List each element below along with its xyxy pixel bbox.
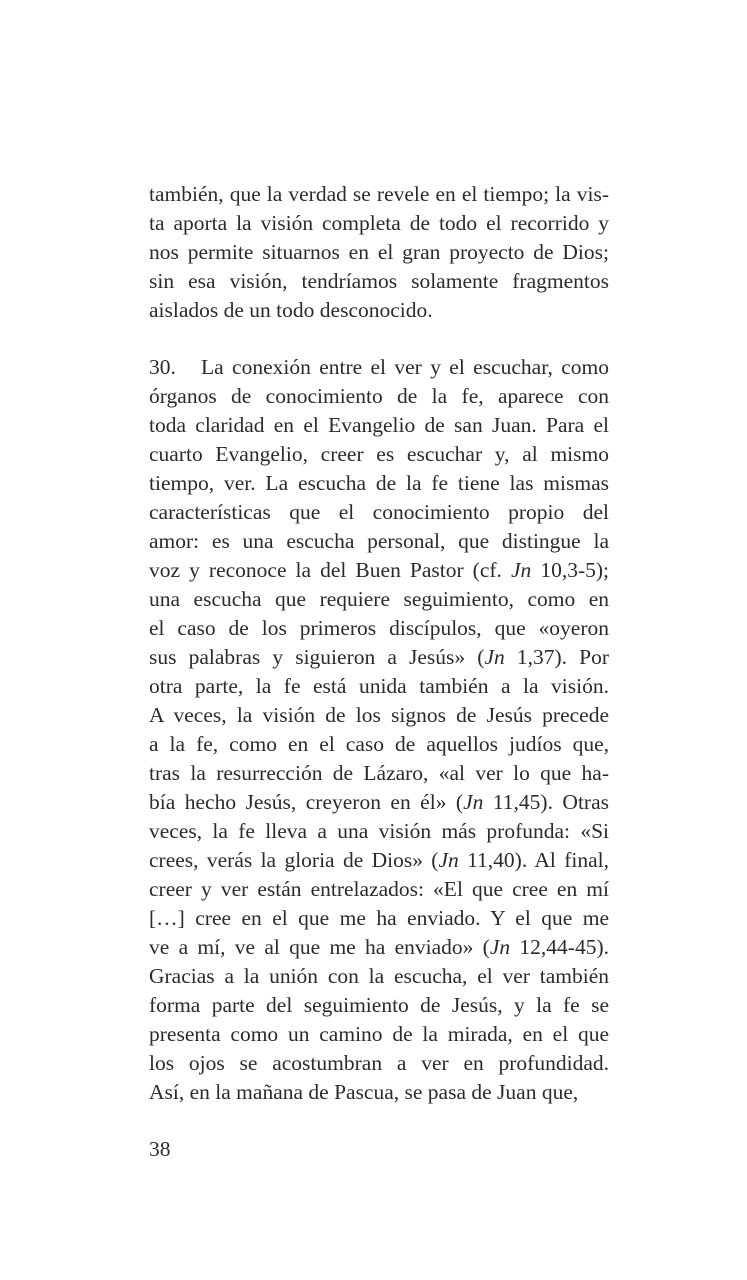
text-segment: tiempo, ver. La escucha de la fe tiene las mismas	[149, 471, 609, 495]
text-segment: amor: es una escucha personal, que distingue la	[149, 529, 609, 553]
text-segment: tras la resurrección de Lázaro, «al ver lo que ha-	[149, 761, 609, 785]
text-line	[149, 382, 609, 411]
text-segment: La conexión entre el ver y el escuchar, como	[201, 355, 609, 379]
text-line	[149, 904, 609, 933]
document-body	[149, 180, 609, 1107]
book-abbreviation: Jn	[510, 558, 532, 582]
text-line	[149, 788, 609, 817]
text-line	[149, 498, 609, 527]
text-line	[149, 556, 609, 585]
book-abbreviation: Jn	[484, 645, 505, 669]
text-line	[149, 730, 609, 759]
text-segment: ve a mí, ve al que me ha enviado» (	[149, 935, 490, 959]
text-segment: A veces, la visión de los signos de Jesús precede	[149, 703, 609, 727]
text-segment: veces, la fe lleva a una visión más profunda: «Si	[149, 819, 609, 843]
text-segment: características que el conocimiento propio del	[149, 500, 609, 524]
text-line	[149, 1078, 609, 1107]
page-number: 38	[149, 1137, 171, 1161]
text-line	[149, 614, 609, 643]
text-line	[149, 440, 609, 469]
text-line: aislados de un todo desconocido.	[149, 298, 433, 322]
text-line	[149, 701, 609, 730]
text-segment: 11,45). Otras	[483, 790, 609, 814]
text-segment: otra parte, la fe está unida también a la visión.	[149, 674, 609, 698]
book-abbreviation: Jn	[463, 790, 484, 814]
text-line: nos permite situarnos en el gran proyecto de Dios;	[149, 240, 609, 264]
paragraph-30	[149, 353, 609, 1107]
text-line	[149, 585, 609, 614]
text-line	[149, 353, 609, 382]
text-segment: presenta como un camino de la mirada, en el que	[149, 1022, 609, 1046]
book-abbreviation: Jn	[438, 848, 459, 872]
text-line	[149, 962, 609, 991]
text-line: sin esa visión, tendríamos solamente fragmentos	[149, 269, 609, 293]
text-line	[149, 846, 609, 875]
text-line	[149, 1020, 609, 1049]
text-segment: 1,37). Por	[504, 645, 609, 669]
text-segment: sus palabras y siguieron a Jesús» (	[149, 645, 485, 669]
text-segment: cuarto Evangelio, creer es escuchar y, al mismo	[149, 442, 609, 466]
paragraph-continuation	[149, 180, 609, 325]
book-abbreviation: Jn	[489, 935, 511, 959]
text-segment: una escucha que requiere seguimiento, como en	[149, 587, 609, 611]
text-line	[149, 527, 609, 556]
text-line	[149, 411, 609, 440]
text-line	[149, 817, 609, 846]
text-line: ta aporta la visión completa de todo el recorrido y	[149, 211, 609, 235]
text-line	[149, 643, 609, 672]
text-segment: forma parte del seguimiento de Jesús, y la fe se	[149, 993, 609, 1017]
text-segment: […] cree en el que me ha enviado. Y el que me	[149, 906, 609, 930]
paragraph-number: 30.	[149, 355, 176, 379]
text-segment: toda claridad en el Evangelio de san Juan. Para el	[149, 413, 609, 437]
text-line	[149, 933, 609, 962]
text-line	[149, 759, 609, 788]
text-segment: Gracias a la unión con la escucha, el ver también	[149, 964, 609, 988]
text-segment: el caso de los primeros discípulos, que «oyeron	[149, 616, 609, 640]
text-segment: los ojos se acostumbran a ver en profundidad.	[149, 1051, 609, 1075]
text-segment: voz y reconoce la del Buen Pastor (cf.	[149, 558, 511, 582]
text-line	[149, 672, 609, 701]
text-segment: Así, en la mañana de Pascua, se pasa de Juan que,	[149, 1080, 579, 1104]
text-line	[149, 875, 609, 904]
text-segment: crees, verás la gloria de Dios» (	[149, 848, 439, 872]
text-line	[149, 991, 609, 1020]
text-segment: a la fe, como en el caso de aquellos judíos que,	[149, 732, 609, 756]
text-line: también, que la verdad se revele en el tiempo; la vis-	[149, 182, 609, 206]
text-segment: órganos de conocimiento de la fe, aparece con	[149, 384, 609, 408]
text-segment: creer y ver están entrelazados: «El que cree en mí	[149, 877, 609, 901]
text-segment: 11,40). Al final,	[458, 848, 609, 872]
text-line	[149, 469, 609, 498]
text-line	[149, 1049, 609, 1078]
text-segment: bía hecho Jesús, creyeron en él» (	[149, 790, 464, 814]
text-segment: 12,44-45).	[510, 935, 609, 959]
text-segment: 10,3-5);	[531, 558, 610, 582]
paragraph-gap	[149, 325, 609, 353]
